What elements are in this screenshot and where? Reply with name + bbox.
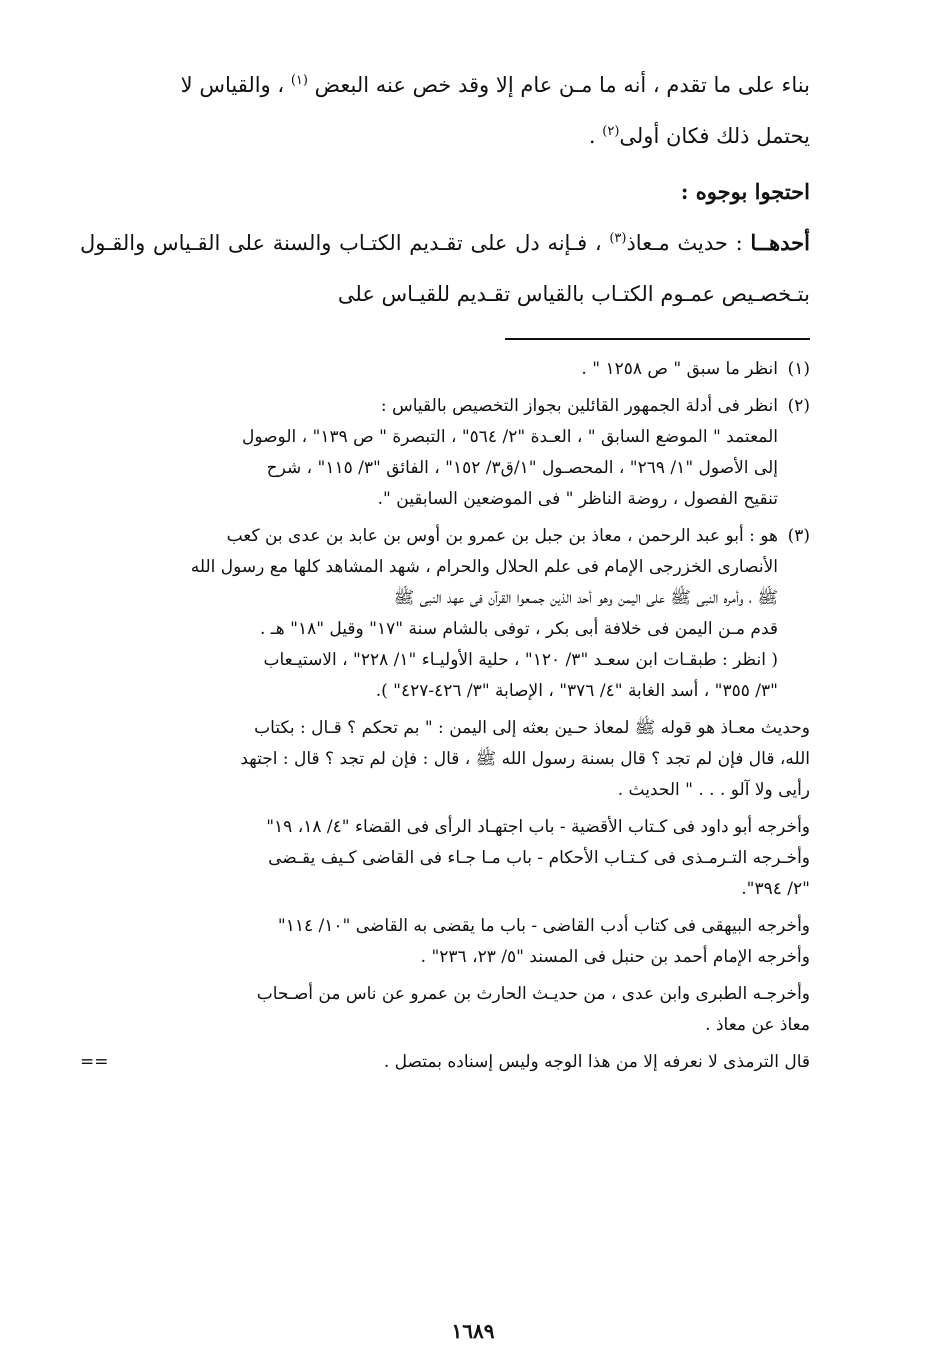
footnotes	[80, 354, 810, 1078]
footnote-line: قال الترمذى لا نعرفه إلا من هذا الوجه وليس إسناده بمتصل .	[383, 1052, 810, 1072]
takhrij-tabari	[80, 979, 810, 1041]
main-line	[80, 111, 810, 162]
footnote-line: وأخـرجه التـرمـذى فى كـتـاب الأحكام - باب مـا جـاء فى القاضى كـيف يقـضى	[268, 848, 810, 868]
footnote-line: الله، قال فإن لم تجد ؟ قال بسنة رسول الله ﷺ ، قال : فإن لم تجد ؟ قال : اجتهد	[240, 749, 810, 769]
main-line	[80, 60, 810, 111]
first-text-continued: ، فـإنه دل على تقـديم الكتـاب والسنة على القـياس والقـول بتـخصـيص عمـوم الكتـاب بالقياس تقـديم للقيـاس على	[80, 231, 810, 306]
footnote-line: معاذ عن معاذ .	[705, 1015, 810, 1035]
main-line-text: يحتمل ذلك فكان أولى	[619, 124, 810, 148]
main-text	[80, 60, 810, 320]
book-page	[80, 60, 810, 1340]
footnote-number: (٣)	[787, 526, 810, 546]
footnote-ref: (١)	[290, 73, 308, 88]
first-text: : حديث مـعاذ	[626, 231, 751, 255]
footnote-number: (٢)	[787, 396, 810, 416]
footnote-line: ﷺ ، وأمره النبى ﷺ على اليمن وهو أحد الذين جمـعوا القرآن فى عهد النبى ﷺ	[393, 588, 778, 608]
takhrij-bayhaqi	[80, 911, 810, 973]
footnote-3	[80, 521, 810, 707]
footnote-body	[80, 391, 778, 515]
footnote-line: "٢/ ٣٩٤".	[741, 879, 810, 899]
footnote-line: وحديث معـاذ هو قوله ﷺ لمعاذ حـين بعثه إلى اليمن : " بم تحكم ؟ قـال : بكتاب	[254, 718, 810, 738]
section-heading: احتجوا بوجوه :	[680, 179, 810, 204]
footnote-line: "٣/ ٣٥٥" ، أسد الغابة "٤/ ٣٧٦" ، الإصابة "٣/ ٤٢٦-٤٢٧" ).	[375, 681, 778, 701]
footnote-ref: (٣)	[609, 231, 627, 246]
takhrij-abu-dawud	[80, 812, 810, 905]
hadith-text	[80, 713, 810, 806]
footnote-1	[80, 354, 810, 385]
page-number: ١٦٨٩	[451, 1319, 495, 1343]
footnote-line: قدم مـن اليمن فى خلافة أبى بكر ، توفى بالشام سنة "١٧" وقيل "١٨" هـ .	[259, 619, 778, 639]
footnote-body	[80, 354, 778, 385]
footnote-body	[80, 521, 778, 707]
footnote-line: رأيى ولا آلو . . . " الحديث .	[617, 780, 810, 800]
footnote-line: هو : أبو عبد الرحمن ، معاذ بن جبل بن عمرو بن أوس بن عابد بن عدى بن كعب	[226, 526, 778, 546]
tirmidhi-comment	[80, 1047, 810, 1078]
footnote-2	[80, 391, 810, 515]
continuation-mark: ==	[80, 1052, 109, 1072]
footnote-line: المعتمد " الموضع السابق " ، العـدة "٢/ ٥٦٤" ، التبصرة " ص ١٣٩" ، الوصول	[241, 427, 778, 447]
footnote-ref: (٢)	[602, 124, 620, 139]
main-line-text: ، والقياس لا	[180, 73, 285, 97]
footnote-line: وأخرجـه الطبرى وابن عدى ، من حديـث الحارث بن عمرو عن ناس من أصـحاب	[256, 984, 810, 1004]
footnote-line: تنقيح الفصول ، روضة الناظر " فى الموضعين السابقين ".	[377, 489, 778, 509]
footnote-separator	[505, 338, 810, 340]
footnote-line: الأنصارى الخزرجى الإمام فى علم الحلال والحرام ، شهد المشاهد كلها مع رسول الله	[190, 557, 778, 577]
main-line-text: بناء على ما تقدم ، أنه ما مـن عام إلا وقد خص عنه البعض	[314, 73, 810, 97]
footnote-line: انظر فى أدلة الجمهور القائلين بجواز التخصيص بالقياس :	[380, 396, 778, 416]
footnote-line: وأخرجه الإمام أحمد بن حنبل فى المسند "٥/ ٢٣، ٢٣٦" .	[420, 947, 810, 967]
footnote-line: ( انظر : طبقـات ابن سعـد "٣/ ١٢٠" ، حلية الأوليـاء "١/ ٢٢٨" ، الاستيـعاب	[263, 650, 778, 670]
first-argument	[80, 217, 810, 320]
first-label: أحدهــا	[750, 230, 810, 255]
main-line-text: .	[588, 124, 603, 148]
footnote-line: وأخرجه أبو داود فى كـتاب الأقضية - باب اجتهـاد الرأى فى القضاء "٤/ ١٨، ١٩"	[266, 817, 810, 837]
footnote-line: وأخرجه البيهقى فى كتاب أدب القاضى - باب ما يقضى به القاضى "١٠/ ١١٤"	[277, 916, 810, 936]
footnote-line: انظر ما سبق " ص ١٢٥٨ " .	[581, 359, 778, 379]
footnote-line: إلى الأصول "١/ ٢٦٩" ، المحصـول "١/ق٣/ ١٥٢" ، الفائق "٣/ ١١٥" ، شرح	[266, 458, 778, 478]
footnote-number: (١)	[787, 359, 810, 379]
